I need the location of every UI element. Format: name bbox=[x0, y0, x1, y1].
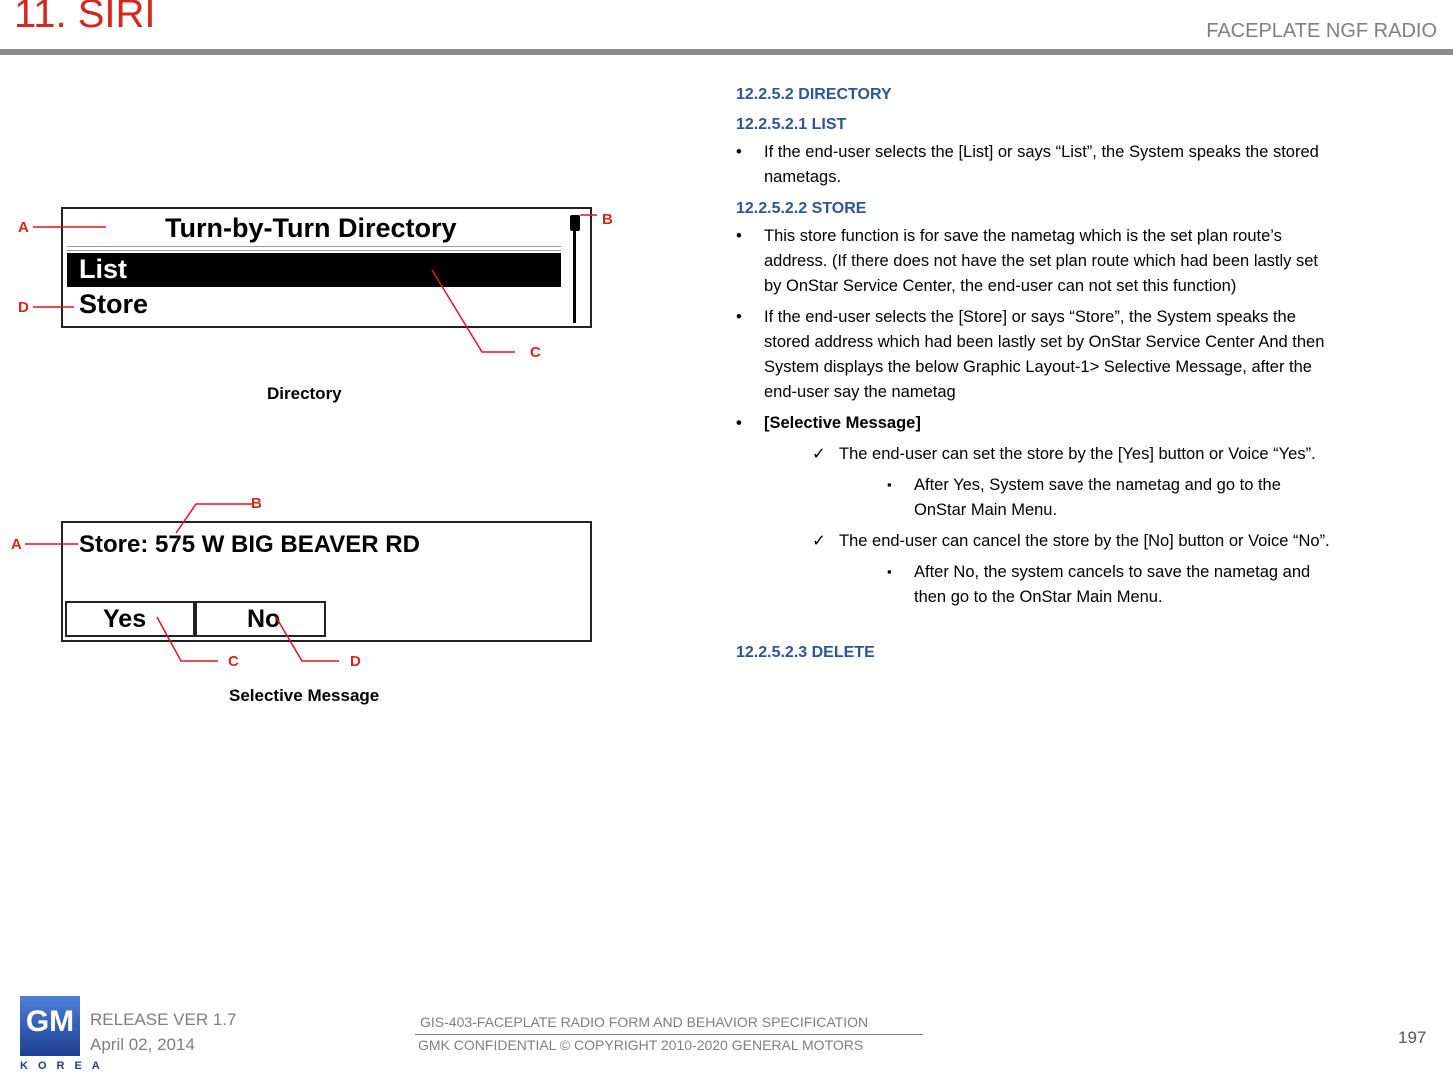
callout-b: B bbox=[251, 495, 262, 512]
footer-rule bbox=[415, 1034, 923, 1035]
release-version: RELEASE VER 1.7 bbox=[90, 1010, 237, 1029]
selective-callouts bbox=[0, 480, 700, 680]
square-bullet-icon: ▪ bbox=[887, 564, 892, 579]
chapter-title: 11. SIRI bbox=[14, 0, 156, 36]
square-bullet-icon: ▪ bbox=[887, 477, 892, 492]
callout-c: C bbox=[228, 653, 239, 670]
copyright: GMK CONFIDENTIAL © COPYRIGHT 2010-2020 GENERAL MOTORS bbox=[418, 1037, 864, 1053]
store-address-text: Store: 575 W BIG BEAVER RD bbox=[79, 531, 420, 558]
callout-d: D bbox=[350, 653, 361, 670]
checkmark-icon: ✓ bbox=[812, 445, 826, 463]
gm-korea-text: KOREA bbox=[20, 1060, 110, 1072]
callout-a: A bbox=[18, 219, 29, 236]
heading-store: 12.2.5.2.2 STORE bbox=[736, 200, 867, 217]
directory-caption: Directory bbox=[267, 384, 342, 403]
store-bullet-1: • This store function is for save the nametag which is the set plan route’s address. (If there does not have the set plan route which had been lastly set by OnStar Service Center, the end-user can not set this function) bbox=[736, 227, 1319, 295]
heading-directory: 12.2.5.2 DIRECTORY bbox=[736, 86, 892, 103]
document-name: FACEPLATE NGF RADIO bbox=[1206, 20, 1437, 42]
spec-name: GIS-403-FACEPLATE RADIO FORM AND BEHAVIOR SPECIFICATION bbox=[420, 1014, 869, 1030]
spec-text bbox=[736, 80, 1336, 668]
selective-caption: Selective Message bbox=[229, 686, 380, 705]
checklist-item: ✓ The end-user can set the store by the [Yes] button or Voice “Yes”. bbox=[736, 442, 1336, 467]
store-item: Store bbox=[79, 289, 149, 319]
callout-a: A bbox=[11, 536, 22, 553]
no-label: No bbox=[247, 605, 281, 633]
heading-delete: 12.2.5.2.3 DELETE bbox=[736, 644, 875, 661]
directory-screen-title: Turn-by-Turn Directory bbox=[165, 213, 457, 243]
heading-list: 12.2.5.2.1 LIST bbox=[736, 116, 847, 133]
yes-label: Yes bbox=[103, 605, 147, 633]
page-number: 197 bbox=[1398, 1028, 1427, 1047]
sub-bullet: ▪ After No, the system cancels to save the nametag and then go to the OnStar Main Menu. bbox=[736, 560, 1336, 610]
list-item: List bbox=[79, 254, 128, 284]
gm-logo-text: GM bbox=[25, 1005, 75, 1038]
directory-callouts bbox=[0, 0, 700, 420]
selective-heading: • [Selective Message] bbox=[736, 414, 921, 432]
release-date: April 02, 2014 bbox=[90, 1035, 195, 1054]
sub-bullet: ▪ After Yes, System save the nametag and go to the OnStar Main Menu. bbox=[736, 473, 1336, 523]
checklist-item: ✓ The end-user can cancel the store by the [No] button or Voice “No”. bbox=[736, 529, 1336, 554]
checkmark-icon: ✓ bbox=[812, 532, 826, 550]
callout-b: B bbox=[602, 211, 613, 228]
callout-c: C bbox=[530, 344, 541, 361]
list-bullet: • If the end-user selects the [List] or says “List”, the System speaks the stored nametags. bbox=[736, 143, 1319, 186]
store-bullet-2: • If the end-user selects the [Store] or says “Store”, the System speaks the stored address which had been lastly set by OnStar Service Center And then System displays the below Graphic Layout-1> Selective Message, after the end-user say the nametag bbox=[736, 308, 1325, 401]
callout-d: D bbox=[18, 299, 29, 316]
